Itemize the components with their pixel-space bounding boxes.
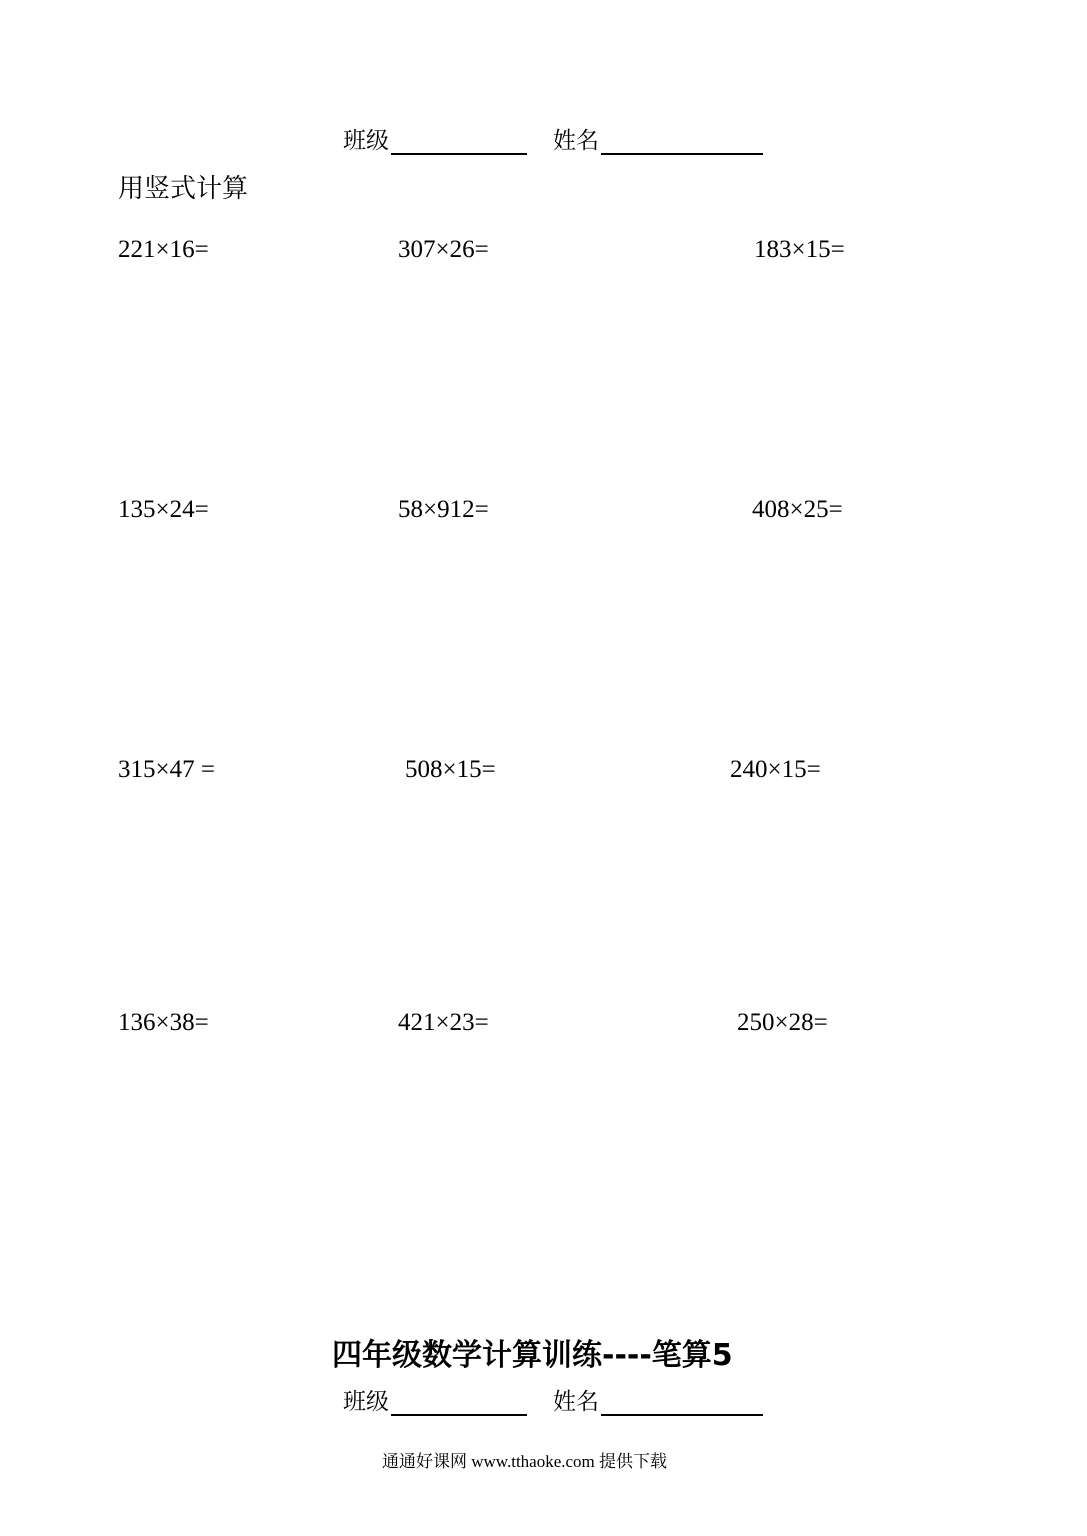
problem: 307×26= [398,236,489,263]
name-blank [601,1392,763,1416]
problem: 240×15= [730,756,821,783]
name-label: 姓名 [553,1389,599,1415]
class-blank [391,131,527,155]
problem: 508×15= [405,756,496,783]
class-name-header-bottom [343,1383,763,1416]
class-label: 班级 [343,1389,389,1415]
problem: 58×912= [398,496,489,523]
problem: 315×47 = [118,756,215,783]
name-blank [601,131,763,155]
problem: 408×25= [752,496,843,523]
instruction: 用竖式计算 [118,174,249,204]
worksheet-title: 四年级数学计算训练----笔算5 [332,1338,733,1373]
class-name-header-top [343,122,763,155]
name-label: 姓名 [553,128,599,154]
problem: 421×23= [398,1009,489,1036]
problem: 221×16= [118,236,209,263]
problem: 183×15= [754,236,845,263]
class-blank [391,1392,527,1416]
problem: 250×28= [737,1009,828,1036]
problem: 136×38= [118,1009,209,1036]
class-label: 班级 [343,128,389,154]
problem: 135×24= [118,496,209,523]
footer-credit: 通通好课网 www.tthaoke.com 提供下载 [382,1452,668,1471]
